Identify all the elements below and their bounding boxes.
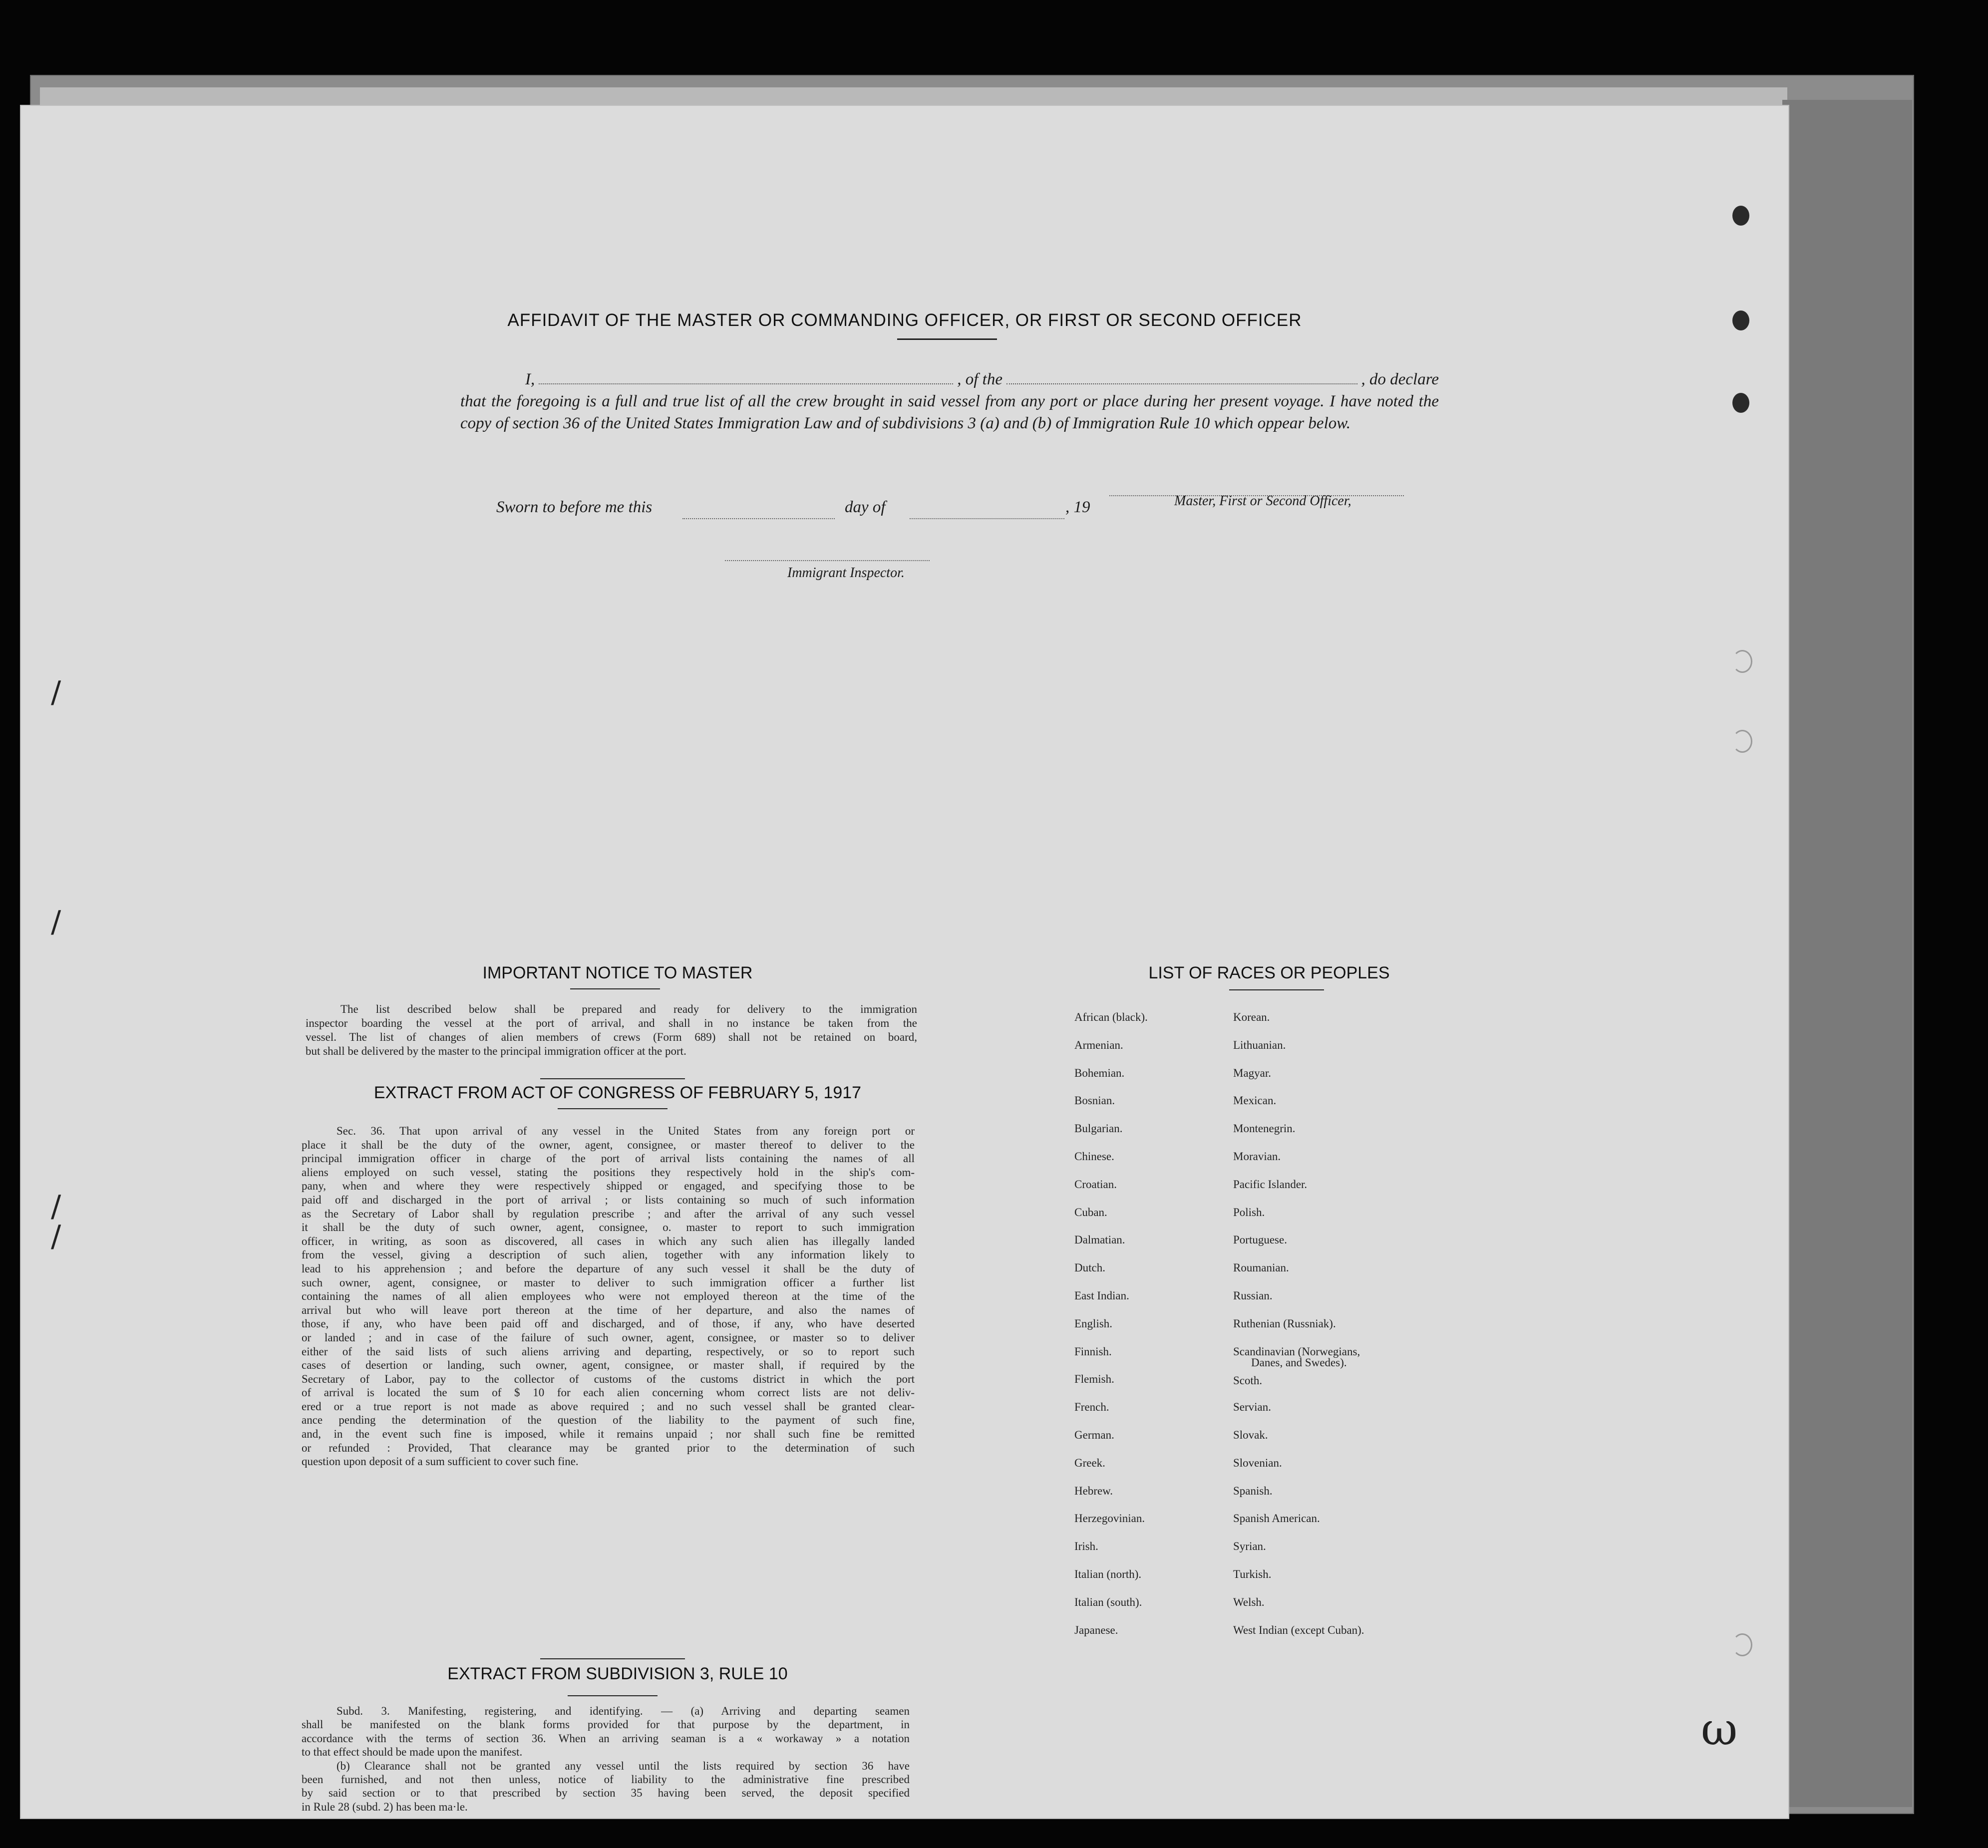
- act-line: lead to his apprehension ; and before the departure of any such vessel it shall be the duty of: [302, 1262, 915, 1275]
- race-item-text: Scandinavian (Norwegians,: [1233, 1345, 1360, 1358]
- rule-line: been furnished, and not then unless, notice of liability to the administrative fine prescribed: [302, 1773, 910, 1786]
- race-item: Armenian.: [1074, 1038, 1123, 1051]
- race-item: Welsh.: [1233, 1595, 1265, 1608]
- act-line: pany, when and where they were respectively shipped or engaged, and specifying those to be: [302, 1180, 915, 1193]
- act-line: and, in the event such fine is imposed, while it remains unpaid ; nor shall such fine be remitted: [302, 1428, 915, 1441]
- notice-title: IMPORTANT NOTICE TO MASTER: [482, 963, 753, 982]
- notice-line: but shall be delivered by the master to the principal immigration officer at the port.: [306, 1045, 686, 1057]
- race-item: Chinese.: [1074, 1150, 1114, 1163]
- race-item: Slovenian.: [1233, 1456, 1282, 1469]
- act-line: Secretary of Labor, pay to the collector of customs of the customs district in which the port: [302, 1372, 915, 1385]
- act-line: either of the said lists of such aliens arriving and departing, respectively, or so to report such: [302, 1345, 915, 1358]
- affidavit-body: that the foregoing is a full and true list of all the crew brought in said vessel from any port or place during her present voyage. I have noted the copy of section 36 of the United States Immigration Law and of subdivisions 3 (a) and (b) of Immigration Rule 10 which oppear below.: [460, 392, 1439, 432]
- race-item: Flemish.: [1074, 1373, 1114, 1386]
- act-line: Sec. 36. That upon arrival of any vessel in the United States from any foreign port or: [336, 1125, 915, 1137]
- rule-text: [302, 1704, 910, 1814]
- master-label: Master, First or Second Officer,: [1174, 493, 1351, 509]
- document-page: [21, 106, 1788, 1818]
- race-item: English.: [1074, 1317, 1113, 1330]
- affidavit-title: AFFIDAVIT OF THE MASTER OR COMMANDING OFFICER, OR FIRST OR SECOND OFFICER: [507, 310, 1302, 330]
- act-line: or refunded : Provided, That clearance may be granted prior to the determination of such: [302, 1441, 915, 1454]
- act-line: or landed ; and in case of the failure of such owner, agent, consignee, or master so to deliver: [302, 1331, 915, 1344]
- races-column-1: [1074, 1008, 1148, 1649]
- race-item: Syrian.: [1233, 1540, 1266, 1553]
- handwritten-tick-mark: /: [51, 905, 61, 939]
- act-line: containing the names of all alien employees who were not employed thereon at the time of the: [302, 1290, 915, 1303]
- race-item: Spanish American.: [1233, 1512, 1320, 1525]
- rule-title: EXTRACT FROM SUBDIVISION 3, RULE 10: [447, 1664, 788, 1683]
- punch-hole-icon: [1732, 206, 1749, 226]
- race-item: Japanese.: [1074, 1623, 1118, 1636]
- race-item: Roumanian.: [1233, 1261, 1289, 1274]
- rule-line: to that effect should be made upon the manifest.: [302, 1746, 523, 1759]
- act-line: cases of desertion or landing, such owner, agent, consignee, or master shall, if required by the: [302, 1359, 915, 1372]
- month-blank: [910, 518, 1064, 519]
- act-line: ance pending the determination of the question of the liability to the payment of such fine,: [302, 1414, 915, 1427]
- races-column-2: [1233, 1008, 1364, 1649]
- act-line: it shall be the duty of such owner, agent, consignee, o. master to report to such immigration: [302, 1221, 915, 1234]
- race-item: Croatian.: [1074, 1178, 1117, 1191]
- race-item: Magyar.: [1233, 1066, 1272, 1079]
- handwritten-scribble-icon: ω: [1701, 1703, 1738, 1756]
- notice-line: inspector boarding the vessel at the port of arrival, and shall in no instance be taken from the: [306, 1017, 917, 1029]
- race-item: French.: [1074, 1401, 1109, 1414]
- act-line: such owner, agent, consignee, or master to deliver to such immigration officer a further list: [302, 1276, 915, 1289]
- act-line: as the Secretary of Labor shall by regulation prescribe ; and after the arrival of any such vessel: [302, 1207, 915, 1220]
- rule-line: shall be manifested on the blank forms provided for that purpose by the department, in: [302, 1718, 910, 1731]
- inspector-signature-line: [725, 560, 930, 561]
- sworn-label: Sworn to before me this: [496, 498, 653, 516]
- race-item: Moravian.: [1233, 1150, 1281, 1163]
- race-item: African (black).: [1074, 1011, 1148, 1023]
- punch-hole-icon: [1732, 393, 1749, 413]
- i-label: I,: [525, 370, 535, 388]
- affidavit-text-block: [460, 368, 1439, 434]
- day-of-label: day of: [845, 498, 886, 516]
- rule-line: accordance with the terms of section 36. When an arriving seaman is a « workaway » a notation: [302, 1732, 910, 1745]
- rule-divider-bottom: [568, 1695, 658, 1696]
- race-item: Finnish.: [1074, 1345, 1112, 1358]
- notice-line: vessel. The list of changes of alien members of crews (Form 689) shall not be retained on board,: [306, 1031, 917, 1043]
- rule-line: (b) Clearance shall not be granted any vessel until the lists required by section 36 have: [336, 1759, 910, 1772]
- notice-text: [306, 1002, 917, 1058]
- race-item: Hebrew.: [1074, 1484, 1113, 1497]
- race-item: Dalmatian.: [1074, 1233, 1125, 1246]
- races-title: LIST OF RACES OR PEOPLES: [1148, 963, 1390, 982]
- act-title: EXTRACT FROM ACT OF CONGRESS OF FEBRUARY 5, 1917: [373, 1083, 862, 1102]
- punch-hole-icon: [1732, 1633, 1752, 1656]
- race-item: Dutch.: [1074, 1261, 1105, 1274]
- race-item: Bosnian.: [1074, 1094, 1115, 1107]
- race-item: Slovak.: [1233, 1428, 1268, 1441]
- race-item: Russian.: [1233, 1289, 1273, 1302]
- race-item: Pacific Islander.: [1233, 1178, 1308, 1191]
- race-item: Mexican.: [1233, 1094, 1277, 1107]
- race-item: Spanish.: [1233, 1484, 1273, 1497]
- act-text: [302, 1124, 915, 1469]
- rule-line: by said section or to that prescribed by section 35 having been served, the deposit specified: [302, 1787, 910, 1800]
- act-line: aliens employed on such vessel, stating the positions they respectively hold in the ship's com-: [302, 1166, 915, 1179]
- do-declare-label: , do declare: [1361, 370, 1439, 388]
- race-item: Greek.: [1074, 1456, 1105, 1469]
- race-item-continued: Danes, and Swedes).: [1251, 1356, 1347, 1369]
- race-item: Italian (south).: [1074, 1595, 1142, 1608]
- act-line: of arrival is located the sum of $ 10 for each alien concerning whom correct lists are not deliv-: [302, 1386, 915, 1399]
- notice-divider: [570, 988, 660, 989]
- side-folder-edge: [1782, 100, 1912, 1807]
- race-item: Herzegovinian.: [1074, 1512, 1145, 1525]
- race-item: Servian.: [1233, 1401, 1272, 1414]
- title-divider: [897, 338, 997, 340]
- race-item: Polish.: [1233, 1206, 1265, 1219]
- punch-hole-icon: [1732, 730, 1752, 753]
- act-line: arrival but who will leave port thereon at the time of her departure, and also the names of: [302, 1303, 915, 1316]
- inspector-label: Immigrant Inspector.: [787, 565, 905, 581]
- rule-divider-top: [540, 1658, 685, 1659]
- act-line: question upon deposit of a sum sufficient to cover such fine.: [302, 1455, 579, 1468]
- race-item: Portuguese.: [1233, 1233, 1287, 1246]
- race-item: Scoth.: [1233, 1374, 1263, 1387]
- act-line: paid off and discharged in the port of arrival ; or lists containing so much of such information: [302, 1193, 915, 1206]
- act-line: officer, in writing, as soon as discovered, all cases in which any such alien has illegally landed: [302, 1234, 915, 1247]
- act-line: from the vessel, giving a description of such alien, together with any information likely to: [302, 1248, 915, 1261]
- year-label: , 19: [1065, 498, 1090, 516]
- races-divider: [1229, 989, 1324, 990]
- race-item: Italian (north).: [1074, 1567, 1142, 1580]
- act-divider-bottom: [558, 1108, 667, 1109]
- act-line: those, if any, who have been paid off and discharged, and of those, if any, who have deserted: [302, 1317, 915, 1330]
- punch-hole-icon: [1732, 650, 1752, 673]
- race-item: East Indian.: [1074, 1289, 1129, 1302]
- race-item: Bohemian.: [1074, 1066, 1125, 1079]
- race-item: Turkish.: [1233, 1567, 1272, 1580]
- race-item: Bulgarian.: [1074, 1122, 1123, 1135]
- race-item: Irish.: [1074, 1540, 1098, 1553]
- race-item: Ruthenian (Russniak).: [1233, 1317, 1336, 1330]
- rule-line: in Rule 28 (subd. 2) has been ma·le.: [302, 1800, 468, 1813]
- act-line: principal immigration officer in charge of the port of arrival lists containing the names of all: [302, 1152, 915, 1165]
- act-divider-top: [540, 1078, 685, 1079]
- name-blank: [539, 383, 953, 384]
- race-item: [1233, 1343, 1364, 1371]
- handwritten-tick-mark: /: [51, 1189, 61, 1224]
- day-blank: [682, 518, 835, 519]
- rule-line: Subd. 3. Manifesting, registering, and identifying. — (a) Arriving and departing seamen: [336, 1705, 910, 1717]
- handwritten-tick-mark: /: [51, 1219, 61, 1254]
- race-item: German.: [1074, 1428, 1114, 1441]
- vessel-blank: [1006, 383, 1357, 384]
- notice-line: The list described below shall be prepared and ready for delivery to the immigration: [340, 1003, 917, 1015]
- race-item: Cuban.: [1074, 1206, 1107, 1219]
- act-line: place it shall be the duty of the owner, agent, consignee, or master thereof to deliver to the: [302, 1138, 915, 1151]
- act-line: ered or a true report is not made as above required ; and no such vessel shall be granted clear-: [302, 1400, 915, 1413]
- handwritten-tick-mark: /: [51, 675, 61, 710]
- race-item: Lithuanian.: [1233, 1038, 1286, 1051]
- race-item: Montenegrin.: [1233, 1122, 1296, 1135]
- race-item: West Indian (except Cuban).: [1233, 1623, 1364, 1636]
- of-the-label: , of the: [957, 370, 1002, 388]
- race-item: Korean.: [1233, 1011, 1270, 1023]
